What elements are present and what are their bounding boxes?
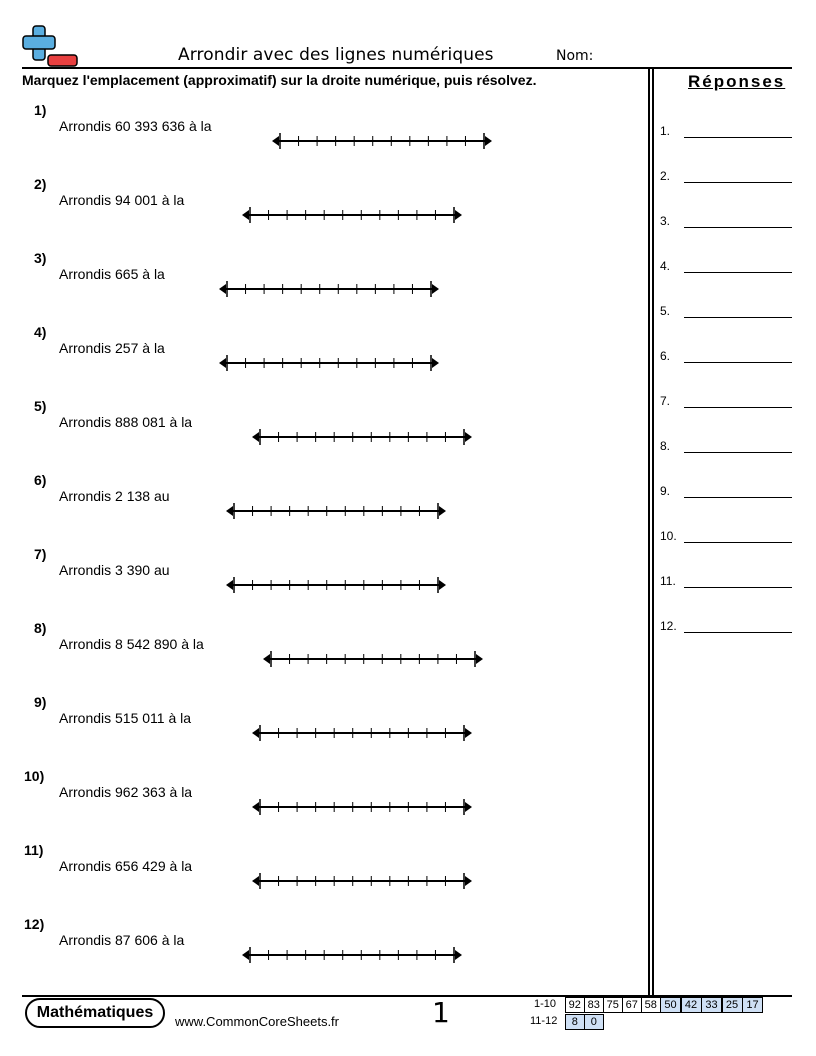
page-number: 1 [432, 996, 450, 1029]
answer-row [660, 214, 792, 230]
score-cell: 0 [584, 1014, 604, 1030]
left-arrow-icon [252, 802, 259, 812]
question-text: Arrondis 60 393 636 à la [59, 118, 212, 134]
score-cell: 83 [584, 997, 604, 1013]
score-cell: 33 [701, 997, 722, 1013]
right-arrow-icon [465, 802, 472, 812]
answer-number: 5. [660, 304, 671, 318]
left-arrow-icon [219, 358, 226, 368]
answer-row [660, 439, 792, 455]
score-cell: 8 [565, 1014, 585, 1030]
score-cell: 92 [565, 997, 585, 1013]
question-number: 10) [24, 768, 45, 784]
question-text: Arrondis 8 542 890 à la [59, 636, 204, 652]
left-arrow-icon [263, 654, 270, 664]
answer-number: 6. [660, 349, 671, 363]
score-row-label: 1-10 [534, 998, 557, 1010]
number-line[interactable] [263, 649, 483, 669]
question-number: 6) [34, 472, 47, 488]
question-text: Arrondis 656 429 à la [59, 858, 193, 874]
question-number: 1) [34, 102, 47, 118]
question-number: 11) [24, 842, 44, 858]
answer-row [660, 124, 792, 140]
answer-blank[interactable] [684, 137, 792, 138]
score-row-label: 11-12 [530, 1015, 558, 1027]
question-text: Arrondis 87 606 à la [59, 932, 185, 948]
answers-title: Réponses [688, 72, 786, 91]
number-line[interactable] [252, 427, 472, 447]
score-cell: 75 [603, 997, 623, 1013]
answer-blank[interactable] [684, 227, 792, 228]
question-text: Arrondis 665 à la [59, 266, 165, 282]
answer-blank[interactable] [684, 407, 792, 408]
left-arrow-icon [252, 728, 259, 738]
left-arrow-icon [242, 950, 249, 960]
answer-blank[interactable] [684, 542, 792, 543]
column-divider-left [648, 67, 650, 996]
answer-number: 1. [660, 124, 671, 138]
right-arrow-icon [432, 284, 439, 294]
answer-row [660, 259, 792, 275]
question-text: Arrondis 515 011 à la [59, 710, 192, 726]
header-divider [22, 67, 792, 69]
answer-number: 12. [660, 619, 677, 633]
answer-number: 3. [660, 214, 671, 228]
number-line[interactable] [226, 575, 446, 595]
number-line[interactable] [252, 797, 472, 817]
answer-row [660, 574, 792, 590]
question-number: 5) [34, 398, 47, 414]
left-arrow-icon [272, 136, 279, 146]
question-number: 7) [34, 546, 47, 562]
right-arrow-icon [465, 432, 472, 442]
question-text: Arrondis 888 081 à la [59, 414, 193, 430]
answer-number: 7. [660, 394, 671, 408]
number-line[interactable] [219, 353, 439, 373]
answer-blank[interactable] [684, 587, 792, 588]
question-number: 9) [34, 694, 47, 710]
question-number: 8) [34, 620, 47, 636]
answer-row [660, 304, 792, 320]
answer-row [660, 529, 792, 545]
answer-number: 11. [660, 574, 676, 588]
answer-number: 4. [660, 259, 671, 273]
right-arrow-icon [485, 136, 492, 146]
plus-minus-logo-icon [22, 24, 78, 68]
site-url[interactable]: www.CommonCoreSheets.fr [175, 1014, 339, 1029]
right-arrow-icon [465, 728, 472, 738]
answer-number: 9. [660, 484, 671, 498]
answer-blank[interactable] [684, 182, 792, 183]
number-line[interactable] [242, 205, 462, 225]
question-text: Arrondis 2 138 au [59, 488, 170, 504]
question-text: Arrondis 3 390 au [59, 562, 170, 578]
left-arrow-icon [252, 876, 259, 886]
answer-row [660, 169, 792, 185]
answer-blank[interactable] [684, 452, 792, 453]
question-text: Arrondis 94 001 à la [59, 192, 185, 208]
question-number: 12) [24, 916, 45, 932]
left-arrow-icon [226, 580, 233, 590]
right-arrow-icon [439, 580, 446, 590]
number-line[interactable] [252, 723, 472, 743]
right-arrow-icon [455, 210, 462, 220]
score-cell: 67 [622, 997, 642, 1013]
answer-row [660, 484, 792, 500]
answer-row [660, 394, 792, 410]
answer-blank[interactable] [684, 362, 792, 363]
answer-number: 2. [660, 169, 671, 183]
number-line[interactable] [252, 871, 472, 891]
score-cell: 58 [641, 997, 661, 1013]
answer-blank[interactable] [684, 317, 792, 318]
question-text: Arrondis 962 363 à la [59, 784, 193, 800]
score-cell: 50 [660, 997, 681, 1013]
worksheet-title: Arrondir avec des lignes numériques [178, 45, 494, 65]
question-number: 2) [34, 176, 47, 192]
right-arrow-icon [455, 950, 462, 960]
question-number: 3) [34, 250, 47, 266]
number-line[interactable] [226, 501, 446, 521]
score-cell: 42 [681, 997, 702, 1013]
question-number: 4) [34, 324, 47, 340]
left-arrow-icon [226, 506, 233, 516]
right-arrow-icon [439, 506, 446, 516]
left-arrow-icon [219, 284, 226, 294]
score-cell: 17 [742, 997, 763, 1013]
score-cell: 25 [722, 997, 743, 1013]
right-arrow-icon [476, 654, 483, 664]
column-divider-right [652, 67, 654, 996]
question-text: Arrondis 257 à la [59, 340, 165, 356]
name-label: Nom: [556, 48, 594, 64]
left-arrow-icon [252, 432, 259, 442]
subject-badge: Mathématiques [25, 998, 165, 1028]
answer-row [660, 619, 792, 635]
left-arrow-icon [242, 210, 249, 220]
answer-blank[interactable] [684, 632, 792, 633]
right-arrow-icon [432, 358, 439, 368]
answer-blank[interactable] [684, 272, 792, 273]
answer-blank[interactable] [684, 497, 792, 498]
number-line[interactable] [219, 279, 439, 299]
right-arrow-icon [465, 876, 472, 886]
answer-number: 8. [660, 439, 671, 453]
answer-row [660, 349, 792, 365]
number-line[interactable] [272, 131, 492, 151]
answer-number: 10. [660, 529, 677, 543]
number-line[interactable] [242, 945, 462, 965]
instructions: Marquez l'emplacement (approximatif) sur la droite numérique, puis résolvez. [22, 72, 537, 88]
